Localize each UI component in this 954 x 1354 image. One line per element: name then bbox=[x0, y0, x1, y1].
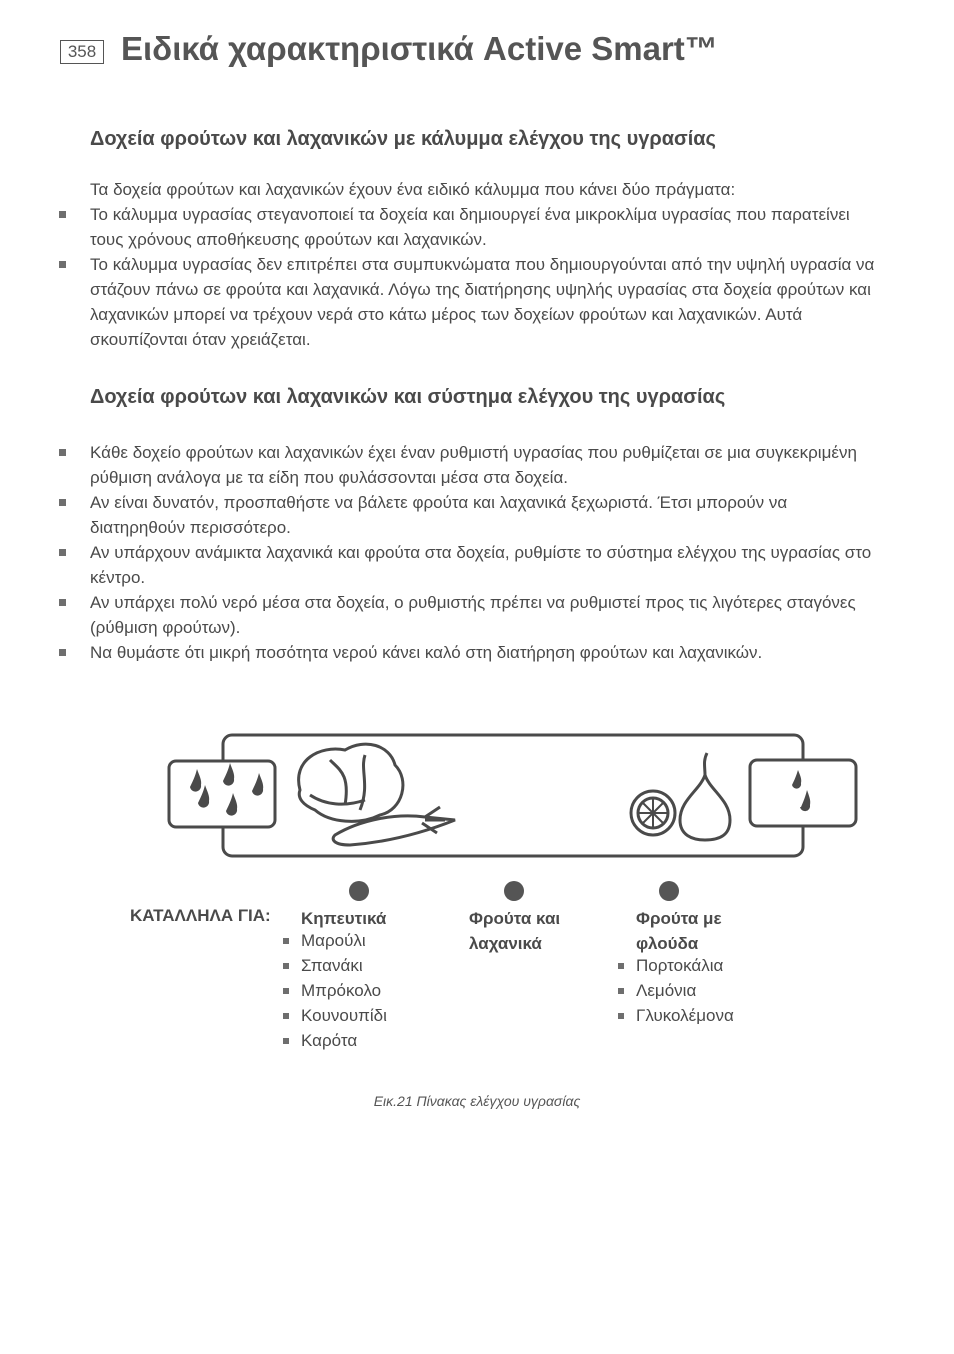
section-heading-humidity-control: Δοχεία φρούτων και λαχανικών και σύστημα ελέγχου της υγρασίας bbox=[90, 386, 726, 408]
figure-caption: Εικ.21 Πίνακας ελέγχου υγρασίας bbox=[373, 1093, 581, 1109]
vegetables-list bbox=[301, 928, 387, 1053]
humidity-control-list bbox=[90, 440, 880, 665]
list-item: Μπρόκολο bbox=[301, 978, 387, 1003]
column-title-line: Κηπευτικά bbox=[301, 909, 387, 928]
list-item: Γλυκολέμονα bbox=[636, 1003, 734, 1028]
list-item: Λεμόνια bbox=[636, 978, 734, 1003]
column-title-line: λαχανικά bbox=[469, 934, 542, 953]
list-item: Να θυμάστε ότι μικρή ποσότητα νερού κάνει καλό στη διατήρηση φρούτων και λαχανικών. bbox=[90, 640, 880, 665]
lemon-pear-icon bbox=[631, 753, 730, 840]
column-title-mixed bbox=[469, 906, 560, 956]
list-item: Μαρούλι bbox=[301, 928, 387, 953]
list-item: Καρότα bbox=[301, 1028, 387, 1053]
section-heading-humidity-cover: Δοχεία φρούτων και λαχανικών με κάλυμμα ελέγχου της υγρασίας bbox=[90, 128, 716, 150]
list-item: Πορτοκάλια bbox=[636, 953, 734, 978]
humidity-setting-dot-fruits[interactable] bbox=[659, 881, 679, 901]
suitable-for-label: ΚΑΤΑΛΛΗΛΑ ΓΙΑ: bbox=[130, 906, 271, 925]
water-drops-few-icon bbox=[750, 760, 856, 826]
column-title-line: Φρούτα με bbox=[636, 909, 722, 928]
list-item: Σπανάκι bbox=[301, 953, 387, 978]
humidity-setting-dot-vegetables[interactable] bbox=[349, 881, 369, 901]
page-title: Ειδικά χαρακτηριστικά Active Smart™ bbox=[121, 30, 718, 67]
list-item: Αν υπάρχουν ανάμικτα λαχανικά και φρούτα στα δοχεία, ρυθμίστε το σύστημα ελέγχου της υγρασίας στο κέντρο. bbox=[90, 540, 880, 590]
list-item: Κουνουπίδι bbox=[301, 1003, 387, 1028]
page-number: 358 bbox=[60, 40, 104, 64]
list-item: Αν είναι δυνατόν, προσπαθήστε να βάλετε φρούτα και λαχανικά ξεχωριστά. Έτσι μπορούν να διατηρηθούν περισσότερο. bbox=[90, 490, 880, 540]
lettuce-carrot-icon bbox=[299, 744, 455, 845]
humidity-control-panel-figure bbox=[160, 725, 860, 865]
humidity-setting-dot-mixed[interactable] bbox=[504, 881, 524, 901]
list-item: Κάθε δοχείο φρούτων και λαχανικών έχει έναν ρυθμιστή υγρασίας που ρυθμίζεται σε μια συγκεκριμένη ρύθμιση ανάλογα με τα είδη που φυλάσσονται μέσα στα δοχεία. bbox=[90, 440, 880, 490]
column-title-line: φλούδα bbox=[636, 934, 699, 953]
column-title-line: Φρούτα και bbox=[469, 909, 561, 928]
list-item: Αν υπάρχει πολύ νερό μέσα στα δοχεία, ο ρυθμιστής πρέπει να ρυθμιστεί προς τις λιγότερες σταγόνες (ρύθμιση φρούτων). bbox=[90, 590, 880, 640]
citrus-list bbox=[636, 953, 734, 1028]
column-title-citrus bbox=[636, 906, 722, 956]
section-humidity-control-body bbox=[90, 440, 880, 665]
section-humidity-cover-body bbox=[90, 177, 880, 352]
list-item: Το κάλυμμα υγρασίας στεγανοποιεί τα δοχεία και δημιουργεί ένα μικροκλίμα υγρασίας που παρατείνει τους χρόνους αποθήκευσης φρούτων και λαχανικών. bbox=[90, 202, 880, 252]
humidity-cover-list bbox=[90, 202, 880, 352]
list-item: Το κάλυμμα υγρασίας δεν επιτρέπει στα συμπυκνώματα που δημιουργούνται από την υψηλή υγρασία να στάζουν πάνω σε φρούτα και λαχανικά. Λόγω της διατήρησης υψηλής υγρασίας στα δοχεία φρούτων και λαχανικών μπορεί να τρέχουν νερά στο κάτω μέρος των δοχείων φρούτων και λαχανικών. Αυτά σκουπίζονται όταν χρειάζεται. bbox=[90, 252, 880, 352]
intro-paragraph: Τα δοχεία φρούτων και λαχανικών έχουν ένα ειδικό κάλυμμα που κάνει δύο πράγματα: bbox=[90, 180, 736, 199]
